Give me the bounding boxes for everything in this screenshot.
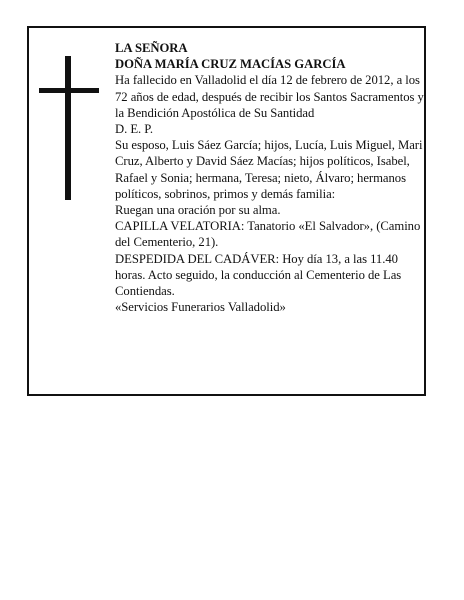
family-list: Su esposo, Luis Sáez García; hijos, Lucía, Luis Miguel, Mari Cruz, Alberto y David Sáez Macías; hijos políticos, Isabel, Rafael y Sonia; hermana, Teresa; nieto, Álvaro; hermanos políticos, sobrinos, primos y demás familia: [115,138,423,201]
farewell-info: DESPEDIDA DEL CADÁVER: Hoy día 13, a las 11.40 horas. Acto seguido, la conducción al Cementerio de Las Contiendas. [115,251,402,299]
rip-text: D. E. P. [115,122,154,137]
notice-body [115,40,427,315]
deceased-name: DOÑA MARÍA CRUZ MACÍAS GARCÍA [115,57,346,72]
cross-horizontal-bar [39,88,99,93]
notice-title: LA SEÑORA [115,41,188,55]
chapel-info: CAPILLA VELATORIA: Tanatorio «El Salvador», (Camino del Cementerio, 21). [115,219,421,250]
cross-icon [39,56,101,200]
cross-vertical-bar [65,56,71,200]
death-announcement: Ha fallecido en Valladolid el día 12 de febrero de 2012, a los 72 años de edad, después de recibir los Santos Sacramentos y la Bendición Apostólica de Su Santidad [115,73,424,120]
obituary-notice [27,26,426,396]
funeral-home: «Servicios Funerarios Valladolid» [115,300,286,315]
prayer-request: Ruegan una oración por su alma. [115,203,281,218]
